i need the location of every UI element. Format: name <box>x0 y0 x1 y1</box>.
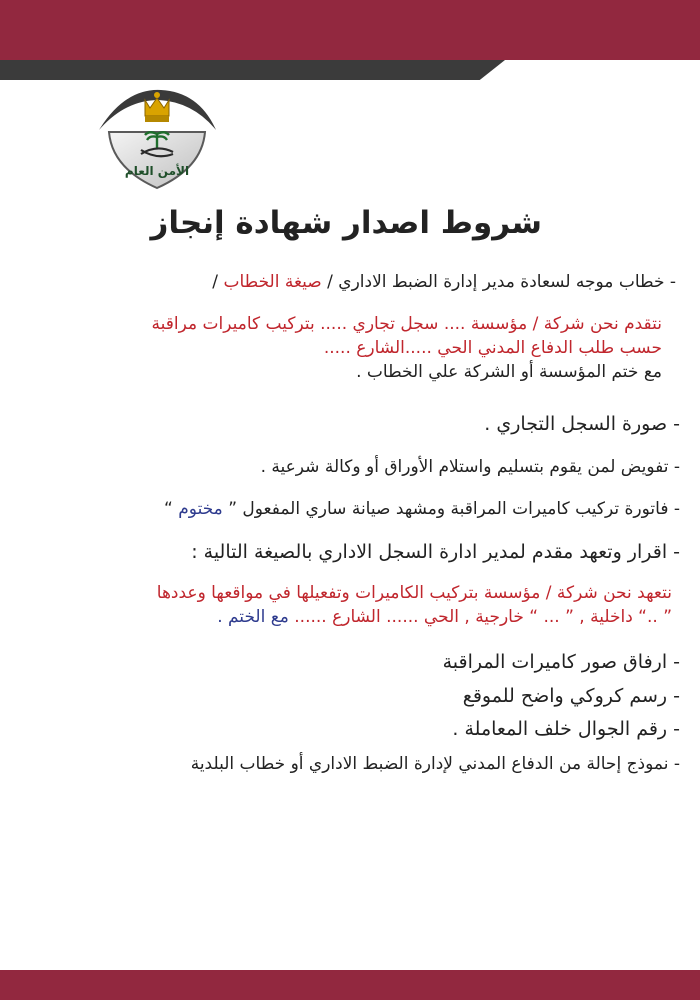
undertaking-template-line-2: ” ..“ داخلية , ” ... “ خارجية , الحي ...... الشارع ...... <box>288 607 672 627</box>
requirement-camera-photos: - ارفاق صور كاميرات المراقبة <box>442 651 680 673</box>
letter-template-line-1: نتقدم نحن شركة / مؤسسة .... سجل تجاري ..... بتركيب كاميرات مراقبة <box>151 314 662 334</box>
stamped-label: مختوم <box>178 499 223 519</box>
with-stamp-label: مع الختم . <box>217 607 289 627</box>
requirement-letter <box>40 270 676 294</box>
requirement-undertaking: - اقرار وتعهد مقدم لمدير ادارة السجل الاداري بالصيغة التالية : <box>191 541 680 563</box>
header-stripe <box>0 60 505 80</box>
requirement-invoice-row <box>50 497 680 521</box>
footer-band <box>0 970 700 1000</box>
public-security-emblem-icon <box>95 86 220 191</box>
requirement-invoice-end: “ <box>164 499 179 519</box>
requirement-mobile-row <box>50 717 680 741</box>
letter-stamp-note: مع ختم المؤسسة أو الشركة علي الخطاب . <box>356 362 662 382</box>
letter-form-label: صيغة الخطاب <box>223 272 322 292</box>
requirement-letter-end: / <box>212 272 224 292</box>
requirements-list <box>40 270 676 294</box>
requirement-commercial-register-row <box>50 412 680 436</box>
requirement-sketch-row <box>50 684 680 708</box>
requirement-invoice <box>50 497 680 521</box>
undertaking-template-block <box>40 581 672 629</box>
requirement-invoice-lead: - فاتورة تركيب كاميرات المراقبة ومشهد صيانة ساري المفعول ” <box>222 499 680 519</box>
requirement-photos-row <box>50 650 680 674</box>
requirement-mobile-number: - رقم الجوال خلف المعاملة . <box>452 718 680 740</box>
requirement-commercial-register: - صورة السجل التجاري . <box>484 413 680 435</box>
requirement-authorization-row <box>50 455 680 479</box>
requirement-authorization: - تفويض لمن يقوم بتسليم واستلام الأوراق أو وكالة شرعية . <box>260 457 680 477</box>
requirement-referral-row <box>50 752 680 776</box>
svg-text:الأمن العام: الأمن العام <box>124 164 190 178</box>
requirement-site-sketch: - رسم كروكي واضح للموقع <box>462 685 680 707</box>
letter-template-block <box>40 312 662 384</box>
header-band <box>0 0 700 60</box>
requirement-letter-lead: - خطاب موجه لسعادة مدير إدارة الضبط الاداري / <box>321 272 676 292</box>
document-title: شروط اصدار شهادة إنجاز <box>150 205 542 241</box>
requirement-undertaking-row <box>50 540 680 564</box>
requirement-referral-form: - نموذج إحالة من الدفاع المدني لإدارة الضبط الاداري أو خطاب البلدية <box>190 754 680 774</box>
letter-template-line-2: حسب طلب الدفاع المدني الحي .....الشارع ..... <box>323 338 662 358</box>
undertaking-template-line-1: نتعهد نحن شركة / مؤسسة بتركيب الكاميرات وتفعيلها في مواقعها وعددها <box>156 583 672 603</box>
